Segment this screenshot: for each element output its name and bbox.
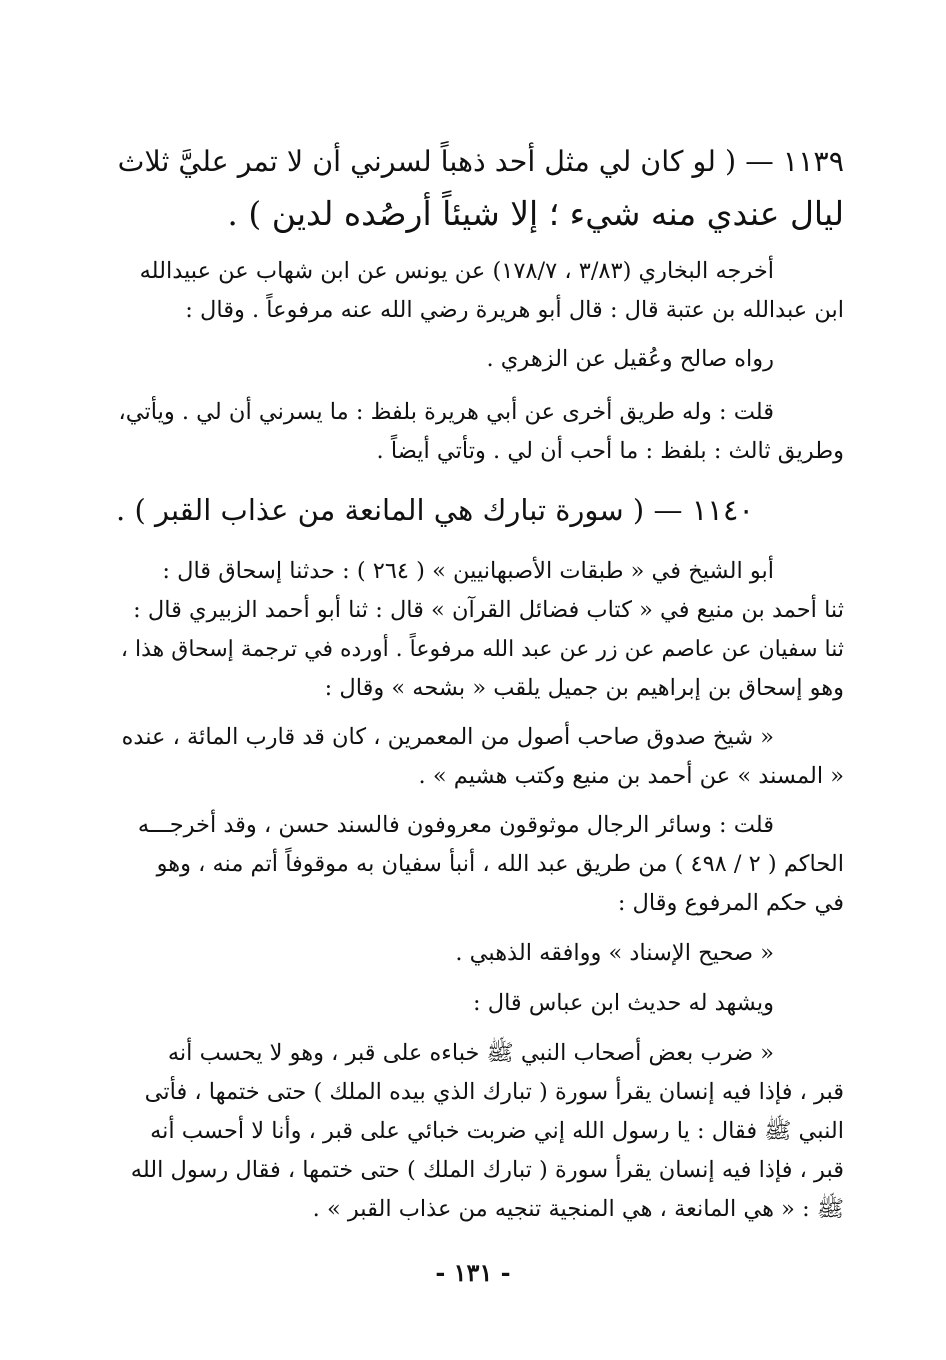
- takhrij-paragraph-4: [116, 552, 844, 708]
- takhrij-paragraph-2: [116, 340, 844, 379]
- hadith-1140: [116, 484, 844, 536]
- hadith-1139: [116, 136, 844, 240]
- paragraph-line: ثنا سفيان عن عاصم عن زر عن عبد الله مرفوعاً . أورده في ترجمة إسحاق هذا ،: [120, 637, 844, 662]
- paragraph-line: الحاكم ( ٢ / ٤٩٨ ) من طريق عبد الله ، أنبأ سفيان به موقوفاً أتم منه ، وهو: [156, 851, 844, 877]
- quote-paragraph-5: [116, 718, 844, 796]
- takhrij-paragraph-3: [116, 393, 844, 471]
- paragraph-line: « صحيح الإسناد » ووافقه الذهبي .: [455, 940, 774, 966]
- paragraph-line: « المسند » عن أحمد بن منيع وكتب هشيم » .: [418, 763, 844, 789]
- paragraph-line: ثنا أحمد بن منيع في « كتاب فضائل القرآن » قال : ثنا أبو أحمد الزبيري قال :: [133, 597, 844, 623]
- takhrij-paragraph-8: [116, 984, 844, 1023]
- paragraph-line: قبر ، فإذا فيه إنسان يقرأ سورة ( تبارك الملك ) حتى ختمها ، فقال رسول الله: [130, 1157, 844, 1183]
- hadith-1139-line-2: ليال عندي منه شيء ؛ إلا شيئاً أرصُده لدين ) .: [227, 194, 844, 233]
- quote-paragraph-7: [116, 934, 844, 973]
- paragraph-line: « شيخ صدوق صاحب أصول من المعمرين ، كان قد قارب المائة ، عنده: [121, 724, 774, 750]
- paragraph-line: قبر ، فإذا فيه إنسان يقرأ سورة ( تبارك الذي بيده الملك ) حتى ختمها ، فأتى: [144, 1079, 844, 1105]
- paragraph-line: النبي ﷺ فقال : يا رسول الله إني ضربت خبائي على قبر ، وأنا لا أحسب أنه: [150, 1118, 844, 1144]
- paragraph-line: « ضرب بعض أصحاب النبي ﷺ خباءه على قبر ، وهو لا يحسب أنه: [167, 1040, 774, 1066]
- paragraph-line: ويشهد له حديث ابن عباس قال :: [472, 990, 774, 1016]
- paragraph-line: في حكم المرفوع وقال :: [617, 890, 844, 916]
- paragraph-line: ﷺ : « هي المانعة ، هي المنجية تنجيه من عذاب القبر » .: [312, 1196, 844, 1222]
- paragraph-line: قلت : وسائر الرجال موثوقون معروفون فالسند حسن ، وقد أخرجـــه: [137, 812, 774, 838]
- paragraph-line: رواه صالح وعُقيل عن الزهري .: [486, 346, 774, 372]
- paragraph-line: قلت : وله طريق أخرى عن أبي هريرة بلفظ : ما يسرني أن لي . ويأتي،: [118, 399, 774, 425]
- paragraph-line: أخرجه البخاري (٣/٨٣ ، ١٧٨/٧) عن يونس عن ابن شهاب عن عبيدالله: [139, 258, 774, 284]
- paragraph-line: أبو الشيخ في « طبقات الأصبهانيين » ( ٢٦٤ ) : حدثنا إسحاق قال :: [162, 558, 774, 584]
- hadith-1140-line-1: ١١٤٠ — ( سورة تبارك هي المانعة من عذاب القبر ) .: [116, 493, 754, 527]
- paragraph-line: وهو إسحاق بن إبراهيم بن جميل يلقب « بشحه » وقال :: [324, 675, 844, 701]
- page-number: - ١٣١ -: [435, 1258, 511, 1287]
- quote-paragraph-9: [116, 1034, 844, 1229]
- takhrij-paragraph-1: [116, 252, 844, 330]
- hadith-1139-line-1: ١١٣٩ — ( لو كان لي مثل أحد ذهباً لسرني أن لا تمر عليَّ ثلاث: [117, 145, 844, 178]
- paragraph-line: وطريق ثالث : بلفظ : ما أحب أن لي . وتأتي أيضاً .: [376, 438, 844, 464]
- takhrij-paragraph-6: [116, 806, 844, 923]
- paragraph-line: ابن عبدالله بن عتبة قال : قال أبو هريرة رضي الله عنه مرفوعاً . وقال :: [185, 297, 844, 323]
